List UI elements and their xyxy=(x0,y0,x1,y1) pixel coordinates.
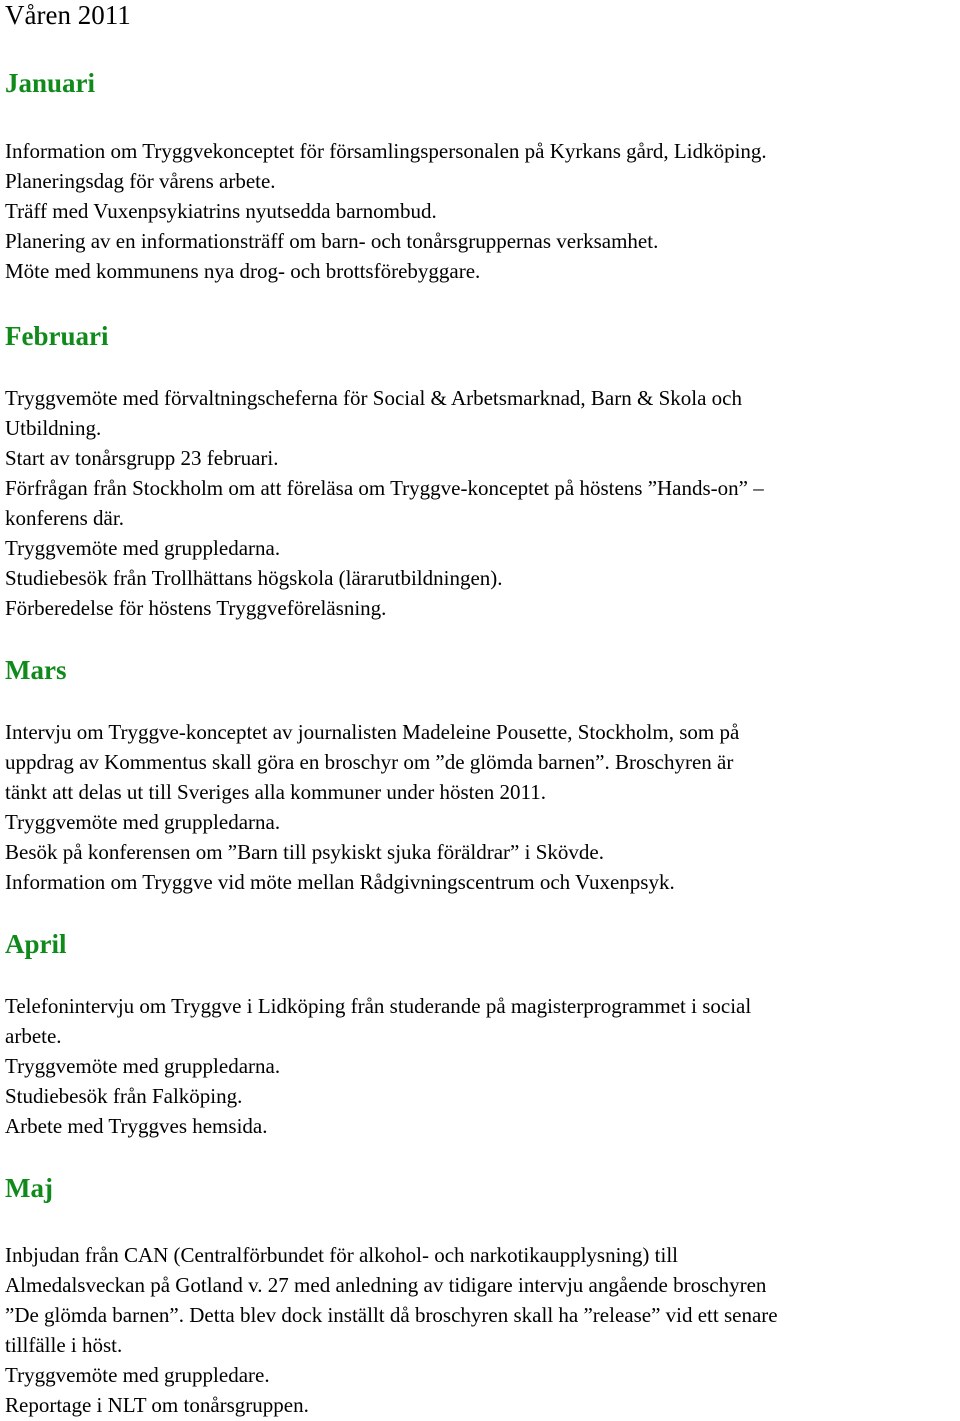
month-heading: Januari xyxy=(5,68,96,98)
month-heading: April xyxy=(5,929,67,959)
list-item: Tryggvemöte med gruppledarna. xyxy=(5,810,281,834)
list-item: Förfrågan från Stockholm om att föreläsa om Tryggve-konceptet på höstens ”Hands-on” – xyxy=(5,476,764,500)
list-item: Telefonintervju om Tryggve i Lidköping från studerande på magisterprogrammet i social xyxy=(5,994,752,1018)
list-item: uppdrag av Kommentus skall göra en broschyr om ”de glömda barnen”. Broschyren är xyxy=(5,750,734,774)
list-item: Arbete med Tryggves hemsida. xyxy=(5,1114,268,1138)
list-item: Information om Tryggve vid möte mellan Rådgivningscentrum och Vuxenpsyk. xyxy=(5,870,675,894)
page-title: Våren 2011 xyxy=(5,0,131,30)
list-item: Tryggvemöte med förvaltningscheferna för Social & Arbetsmarknad, Barn & Skola och xyxy=(5,386,742,410)
list-item: Reportage i NLT om tonårsgruppen. xyxy=(5,1393,309,1417)
list-item: Förberedelse för höstens Tryggveföreläsning. xyxy=(5,596,387,620)
month-heading: Maj xyxy=(5,1173,53,1203)
list-item: Almedalsveckan på Gotland v. 27 med anledning av tidigare intervju angående broschyren xyxy=(5,1273,767,1297)
list-item: Intervju om Tryggve-konceptet av journalisten Madeleine Pousette, Stockholm, som på xyxy=(5,720,740,744)
list-item: Studiebesök från Falköping. xyxy=(5,1084,243,1108)
list-item: Information om Tryggvekonceptet för församlingspersonalen på Kyrkans gård, Lidköping. xyxy=(5,139,767,163)
list-item: tänkt att delas ut till Sveriges alla kommuner under hösten 2011. xyxy=(5,780,547,804)
list-item: Tryggvemöte med gruppledarna. xyxy=(5,1054,281,1078)
list-item: Möte med kommunens nya drog- och brottsförebyggare. xyxy=(5,259,481,283)
list-item: Studiebesök från Trollhättans högskola (lärarutbildningen). xyxy=(5,566,503,590)
list-item: Inbjudan från CAN (Centralförbundet för alkohol- och narkotikaupplysning) till xyxy=(5,1243,679,1267)
list-item: Träff med Vuxenpsykiatrins nyutsedda barnombud. xyxy=(5,199,437,223)
list-item: konferens där. xyxy=(5,506,124,530)
list-item: Start av tonårsgrupp 23 februari. xyxy=(5,446,279,470)
list-item: Utbildning. xyxy=(5,416,102,440)
month-heading: Mars xyxy=(5,655,67,685)
list-item: Planering av en informationsträff om barn- och tonårsgruppernas verksamhet. xyxy=(5,229,659,253)
list-item: Tryggvemöte med gruppledarna. xyxy=(5,536,281,560)
month-heading: Februari xyxy=(5,321,109,351)
list-item: tillfälle i höst. xyxy=(5,1333,123,1357)
list-item: Planeringsdag för vårens arbete. xyxy=(5,169,276,193)
list-item: Tryggvemöte med gruppledare. xyxy=(5,1363,270,1387)
list-item: ”De glömda barnen”. Detta blev dock inställt då broschyren skall ha ”release” vid ett senare xyxy=(5,1303,778,1327)
list-item: Besök på konferensen om ”Barn till psykiskt sjuka föräldrar” i Skövde. xyxy=(5,840,604,864)
list-item: arbete. xyxy=(5,1024,62,1048)
